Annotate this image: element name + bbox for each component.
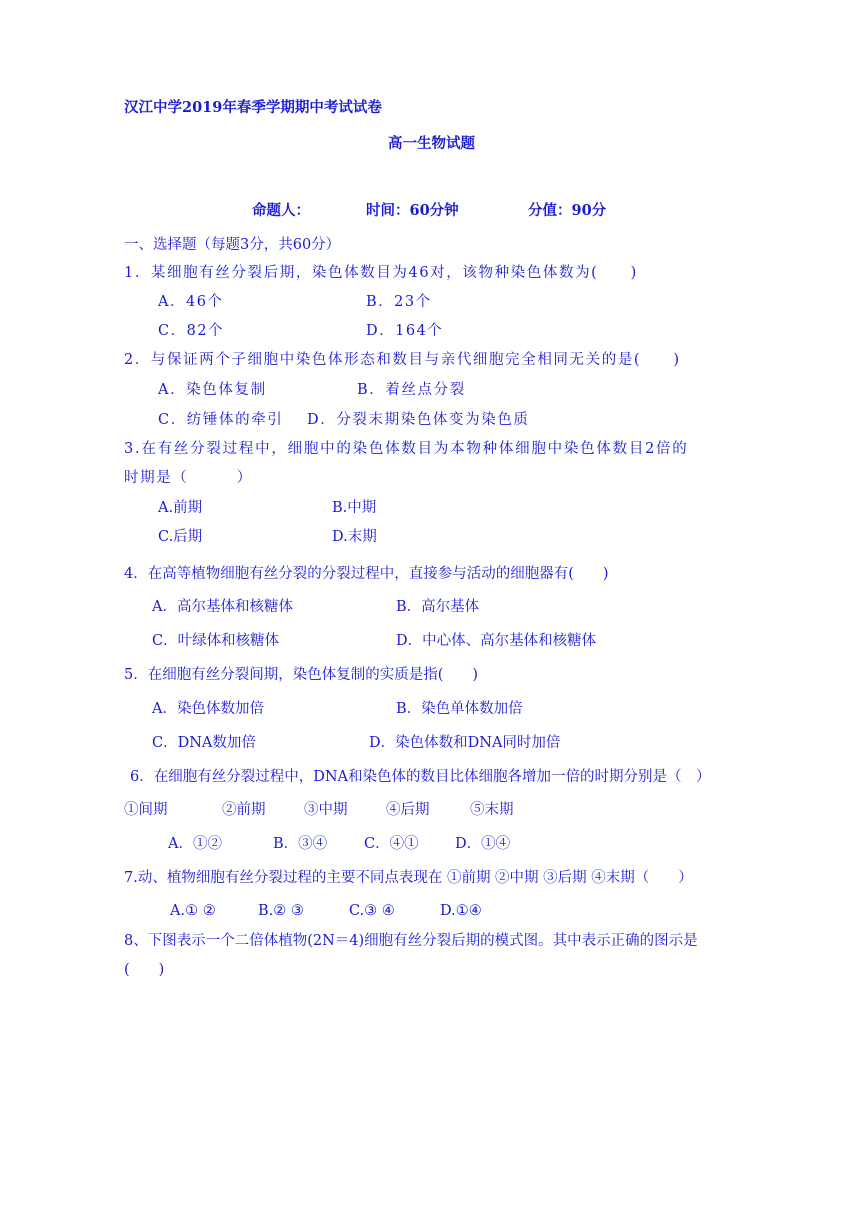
q3-option-a: A.前期 bbox=[158, 500, 203, 516]
q4-option-a: A．高尔基体和核糖体 bbox=[152, 599, 293, 615]
q3-option-c: C.后期 bbox=[158, 529, 203, 545]
question-8-stem-line1: 8、下图表示一个二倍体植物(2N＝4)细胞有丝分裂后期的模式图。其中表示正确的图示是 bbox=[124, 933, 698, 949]
q3-option-b: B.中期 bbox=[332, 500, 377, 516]
q6-phase-3: ③中期 bbox=[304, 802, 348, 818]
q5-option-a: A．染色体数加倍 bbox=[152, 701, 264, 717]
q2-option-b: B．着丝点分裂 bbox=[357, 382, 466, 398]
q5-option-d: D．染色体数和DNA同时加倍 bbox=[369, 735, 561, 751]
subject-title: 高一生物试题 bbox=[388, 135, 475, 152]
q6-phase-2: ②前期 bbox=[222, 802, 266, 818]
question-5-stem: 5．在细胞有丝分裂间期，染色体复制的实质是指( ) bbox=[124, 667, 479, 683]
q5-option-b: B．染色单体数加倍 bbox=[396, 701, 523, 717]
school-title: 汉江中学2019年春季学期期中考试试卷 bbox=[124, 99, 382, 116]
q1-option-a: A．46个 bbox=[158, 294, 224, 310]
q7-option-d: D.①④ bbox=[440, 903, 482, 919]
q6-option-d: D．①④ bbox=[455, 836, 511, 852]
q1-option-c: C．82个 bbox=[158, 323, 225, 339]
author-label: 命题人： bbox=[252, 202, 310, 219]
q7-option-a: A.① ② bbox=[170, 903, 216, 919]
q1-option-d: D．164个 bbox=[366, 323, 444, 339]
q6-phase-4: ④后期 bbox=[386, 802, 430, 818]
q6-phase-1: ①间期 bbox=[124, 802, 168, 818]
q6-option-a: A．①② bbox=[168, 836, 222, 852]
q6-option-c: C．④① bbox=[364, 836, 419, 852]
q7-option-c: C.③ ④ bbox=[349, 903, 395, 919]
time-label: 时间：60分钟 bbox=[366, 202, 459, 219]
question-3-stem-line2: 时期是（ ） bbox=[124, 470, 253, 486]
q4-option-c: C．叶绿体和核糖体 bbox=[152, 633, 280, 649]
q2-option-c: C．纺锤体的牵引 bbox=[158, 412, 284, 428]
question-4-stem: 4．在高等植物细胞有丝分裂的分裂过程中，直接参与活动的细胞器有( ) bbox=[124, 566, 609, 582]
q4-option-b: B．高尔基体 bbox=[396, 599, 480, 615]
q7-option-b: B.② ③ bbox=[258, 903, 304, 919]
q1-option-b: B．23个 bbox=[366, 294, 432, 310]
q3-option-d: D.末期 bbox=[332, 529, 377, 545]
question-2-stem: 2．与保证两个子细胞中染色体形态和数目与亲代细胞完全相同无关的是( ) bbox=[124, 352, 681, 368]
question-3-stem-line1: 3.在有丝分裂过程中，细胞中的染色体数目为本物种体细胞中染色体数目2倍的 bbox=[124, 441, 689, 457]
q4-option-d: D．中心体、高尔基体和核糖体 bbox=[396, 633, 597, 649]
section-heading: 一、选择题（每题3分，共60分） bbox=[124, 237, 341, 253]
question-6-stem: 6．在细胞有丝分裂过程中，DNA和染色体的数目比体细胞各增加一倍的时期分别是（ ） bbox=[130, 769, 711, 785]
question-8-stem-line2: ( ) bbox=[124, 962, 165, 978]
question-1-stem: 1．某细胞有丝分裂后期，染色体数目为46对，该物种染色体数为( ) bbox=[124, 265, 638, 281]
q6-phase-5: ⑤末期 bbox=[470, 802, 514, 818]
q5-option-c: C．DNA数加倍 bbox=[152, 735, 256, 751]
q6-option-b: B．③④ bbox=[273, 836, 328, 852]
score-label: 分值：90分 bbox=[528, 202, 607, 219]
question-7-stem: 7.动、植物细胞有丝分裂过程的主要不同点表现在 ①前期 ②中期 ③后期 ④末期（ ） bbox=[124, 870, 693, 886]
q2-option-a: A．染色体复制 bbox=[158, 382, 267, 398]
q2-option-d: D．分裂末期染色体变为染色质 bbox=[307, 412, 530, 428]
